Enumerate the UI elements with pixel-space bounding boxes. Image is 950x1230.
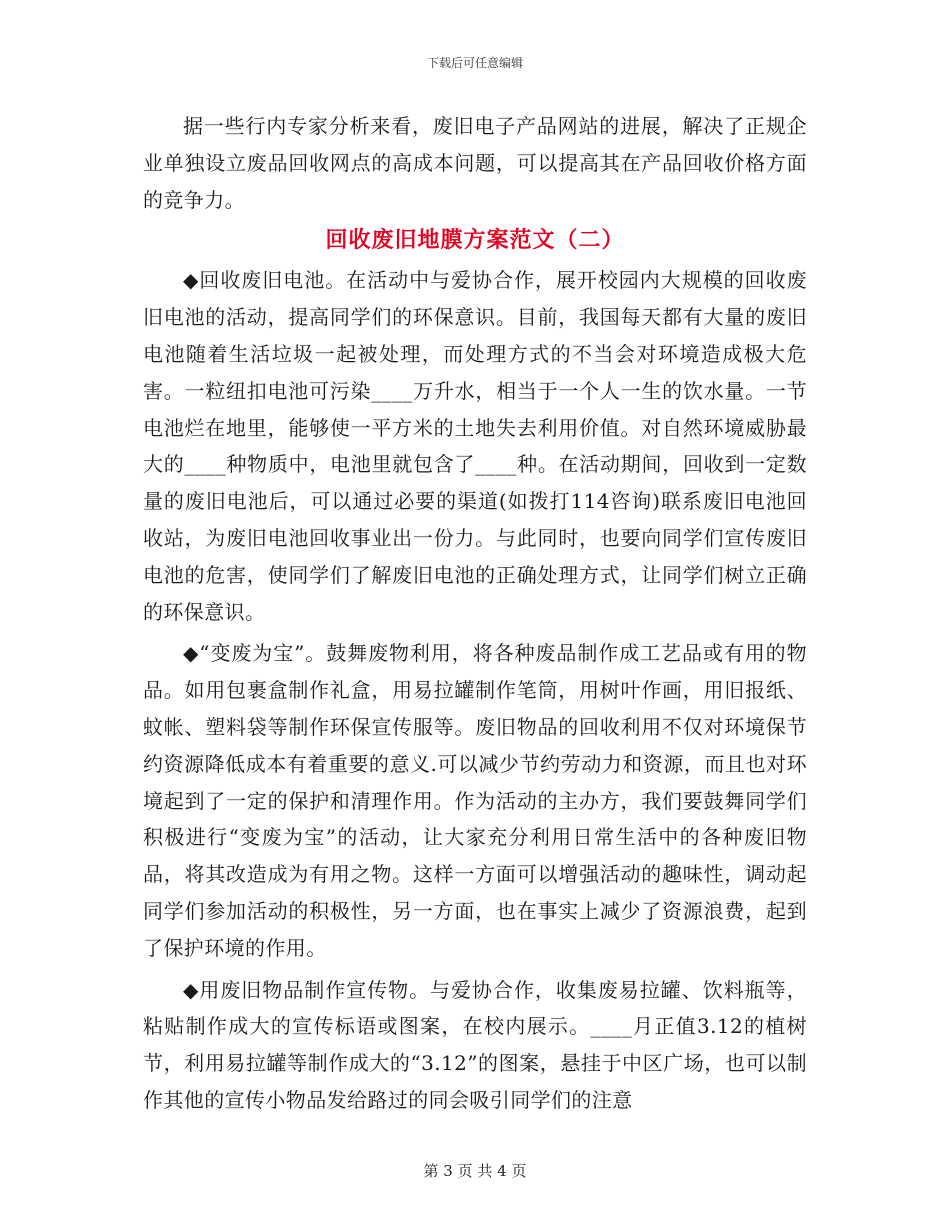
paragraph-battery-recycling: ◆回收废旧电池。在活动中与爱协合作，展开校园内大规模的回收废旧电池的活动，提高同学们的环保意识。目前，我国每天都有大量的废旧电池随着生活垃圾一起被处理，而处理方式的不当会对环境造成极大危害。一粒纽扣电池可污染____万升水，相当于一个人一生的饮水量。一节电池烂在地里，能够使一平方米的土地失去利用价值。对自然环境威胁最大的____种物质中，电池里就包含了____种。在活动期间，回收到一定数量的废旧电池后，可以通过必要的渠道(如拨打114咨询)联系废旧电池回收站，为废旧电池回收事业出一份力。与此同时，也要向同学们宣传废旧电池的危害，使同学们了解废旧电池的正确处理方式，让同学们树立正确的环保意识。	[143, 268, 807, 624]
page-footer: 第 3 页 共 4 页	[423, 1162, 527, 1180]
page-header: 下载后可任意编辑	[426, 56, 523, 70]
paragraph-waste-to-treasure: ◆“变废为宝”。鼓舞废物利用，将各种废品制作成工艺品或有用的物品。如用包裹盒制作礼盒，用易拉罐制作笔筒，用树叶作画，用旧报纸、蚊帐、塑料袋等制作环保宣传服等。废旧物品的回收利用不仅对环境保节约资源降低成本有着重要的意义.可以减少节约劳动力和资源，而且也对环境起到了一定的保护和清理作用。作为活动的主办方，我们要鼓舞同学们积极进行“变废为宝”的活动，让大家充分利用日常生活中的各种废旧物品，将其改造成为有用之物。这样一方面可以增强活动的趣味性，调动起同学们参加活动的积极性，另一方面，也在事实上减少了资源浪费，起到了保护环境的作用。	[143, 641, 807, 960]
intro-paragraph: 据一些行内专家分析来看，废旧电子产品网站的进展，解决了正规企业单独设立废品回收网点的高成本问题，可以提高其在产品回收价格方面的竞争力。	[143, 114, 807, 212]
section-title: 回收废旧地膜方案范文（二）	[325, 227, 625, 254]
paragraph-promotional-items: ◆用废旧物品制作宣传物。与爱协合作，收集废易拉罐、饮料瓶等，粘贴制作成大的宣传标语或图案，在校内展示。____月正值3.12的植树节，利用易拉罐等制作成大的“3.12”的图案，悬挂于中区广场，也可以制作其他的宣传小物品发给路过的同会吸引同学们的注意	[143, 977, 807, 1112]
document-body	[143, 108, 807, 1119]
